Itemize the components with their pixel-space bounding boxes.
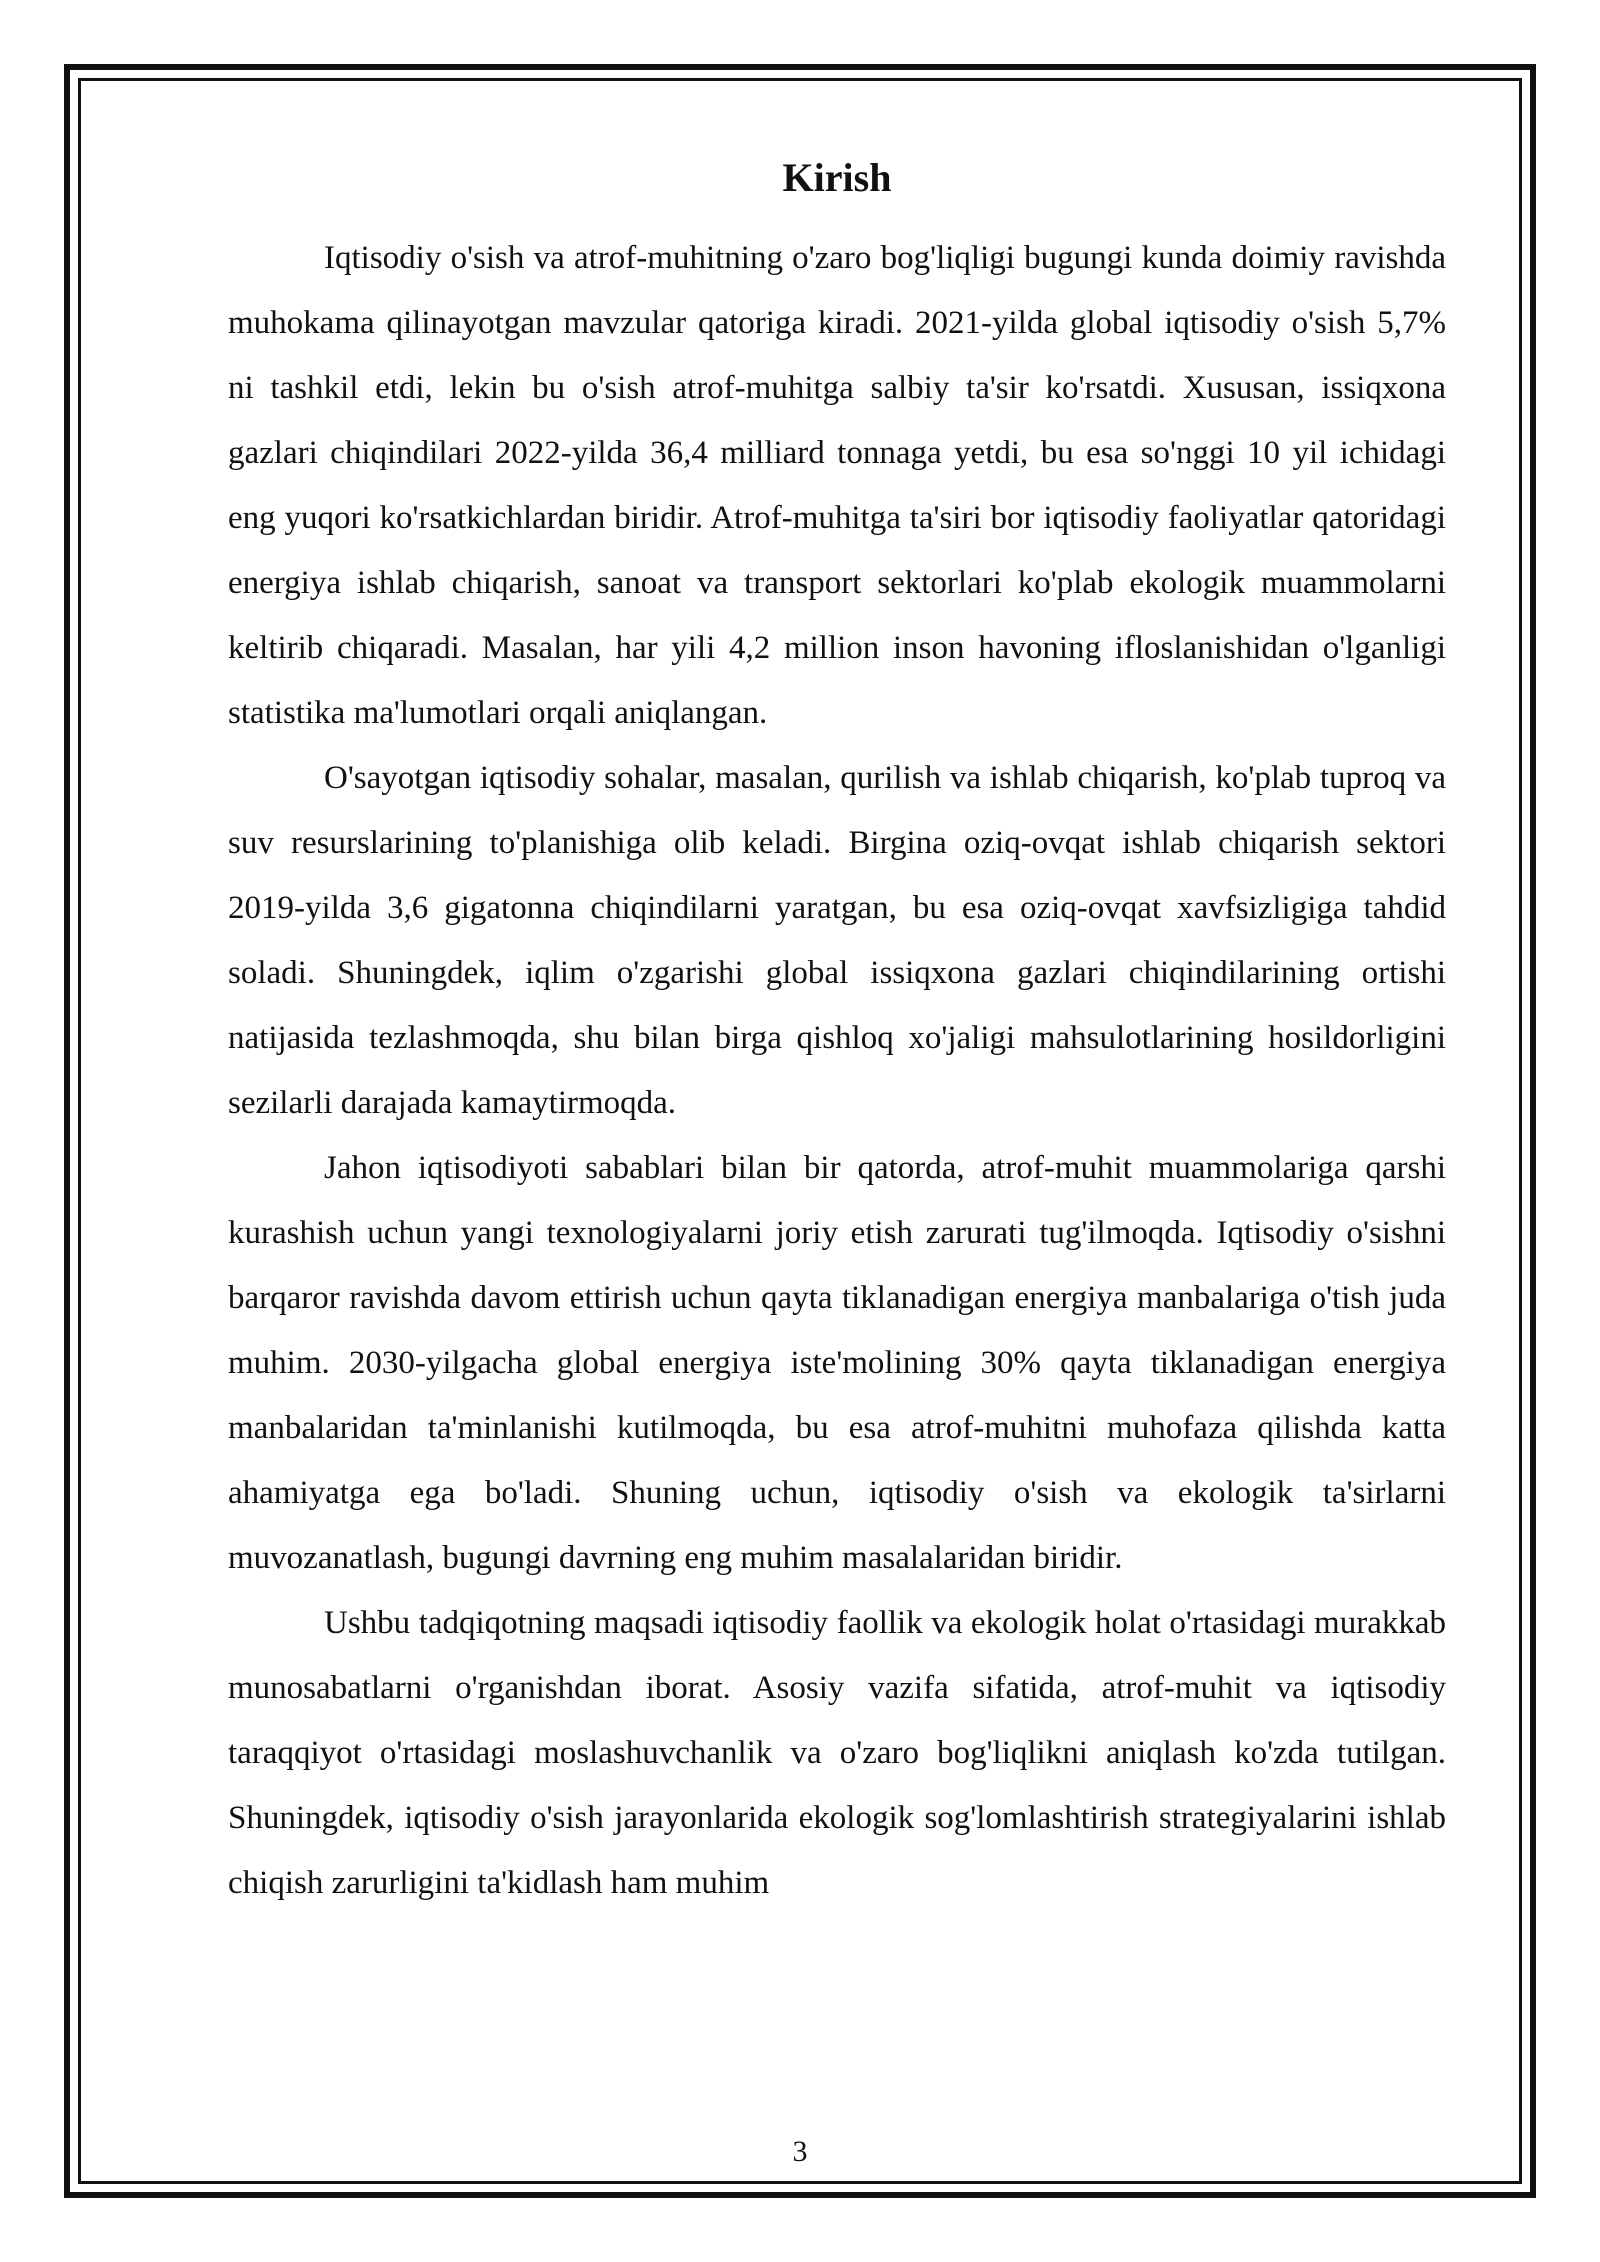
- paragraph-4: Ushbu tadqiqotning maqsadi iqtisodiy faollik va ekologik holat o'rtasidagi murakkab munosabatlarni o'rganishdan iborat. Asosiy vazifa sifatida, atrof-muhit va iqtisodiy taraqqiyot o'rtasidagi moslashuvchanlik va o'zaro bog'liqlikni aniqlash ko'zda tutilgan. Shuningdek, iqtisodiy o'sish jarayonlarida ekologik sog'lomlashtirish strategiyalarini ishlab chiqish zarurligini ta'kidlash ham muhim: [228, 1605, 1446, 1901]
- paragraph-3: Jahon iqtisodiyoti sabablari bilan bir qatorda, atrof-muhit muammolariga qarshi kurashish uchun yangi texnologiyalarni joriy etish zarurati tug'ilmoqda. Iqtisodiy o'sishni barqaror ravishda davom ettirish uchun qayta tiklanadigan energiya manbalariga o'tish juda muhim. 2030-yilgacha global energiya iste'molining 30% qayta tiklanadigan energiya manbalaridan ta'minlanishi kutilmoqda, bu esa atrof-muhitni muhofaza qilishda katta ahamiyatga ega bo'ladi. Shuning uchun, iqtisodiy o'sish va ekologik ta'sirlarni muvozanatlash, bugungi davrning eng muhim masalalaridan biridir.: [228, 1150, 1446, 1576]
- page-number: 3: [792, 2135, 808, 2168]
- paragraph-1: Iqtisodiy o'sish va atrof-muhitning o'zaro bog'liqligi bugungi kunda doimiy ravishda muhokama qilinayotgan mavzular qatoriga kiradi. 2021-yilda global iqtisodiy o'sish 5,7% ni tashkil etdi, lekin bu o'sish atrof-muhitga salbiy ta'sir ko'rsatdi. Xususan, issiqxona gazlari chiqindilari 2022-yilda 36,4 milliard tonnaga yetdi, bu esa so'nggi 10 yil ichidagi eng yuqori ko'rsatkichlardan biridir. Atrof-muhitga ta'siri bor iqtisodiy faoliyatlar qatoridagi energiya ishlab chiqarish, sanoat va transport sektorlari ko'plab ekologik muammolarni keltirib chiqaradi. Masalan, har yili 4,2 million inson havoning ifloslanishidan o'lganligi statistika ma'lumotlari orqali aniqlangan.: [228, 240, 1446, 731]
- section-title: Kirish: [782, 155, 892, 200]
- paragraph-2: O'sayotgan iqtisodiy sohalar, masalan, qurilish va ishlab chiqarish, ko'plab tuproq va suv resurslarining to'planishiga olib keladi. Birgina oziq-ovqat ishlab chiqarish sektori 2019-yilda 3,6 gigatonna chiqindilarni yaratgan, bu esa oziq-ovqat xavfsizligiga tahdid soladi. Shuningdek, iqlim o'zgarishi global issiqxona gazlari chiqindilarining ortishi natijasida tezlashmoqda, shu bilan birga qishloq xo'jaligi mahsulotlarining hosildorligini sezilarli darajada kamaytirmoqda.: [228, 760, 1446, 1121]
- page-content: [228, 150, 1446, 1916]
